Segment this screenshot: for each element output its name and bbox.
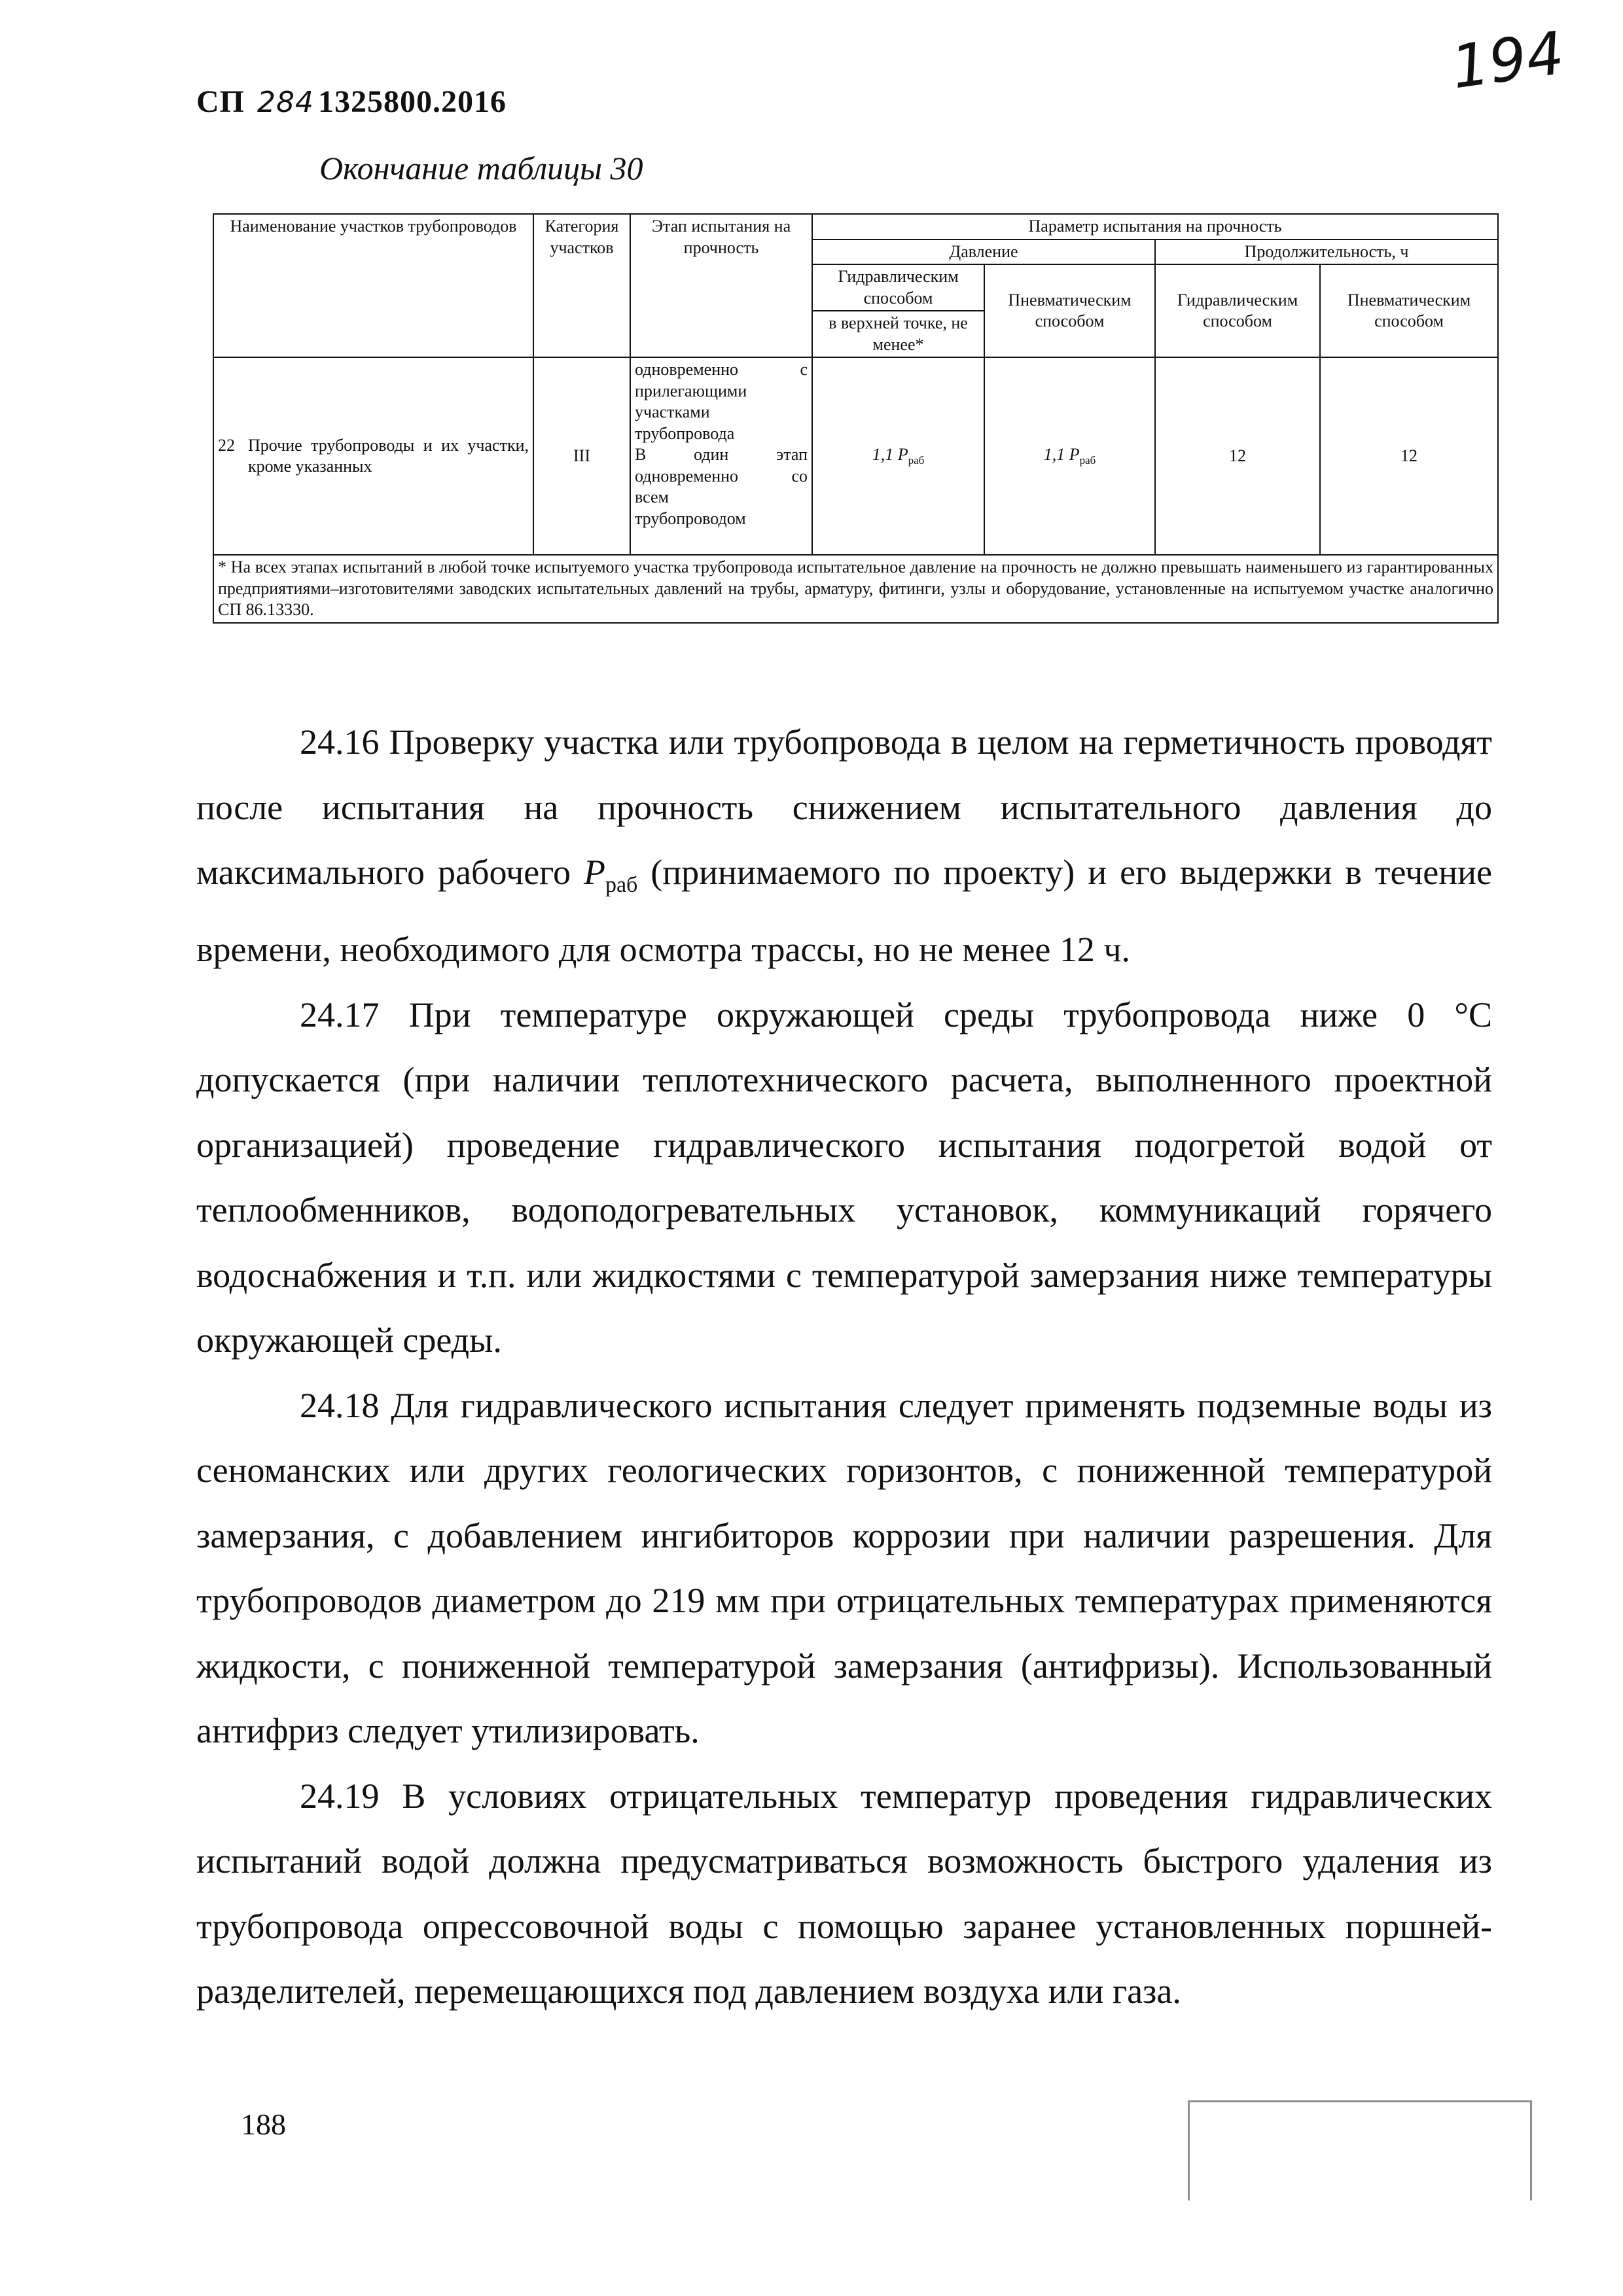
p-24-16-symbol: P xyxy=(583,853,605,892)
header-params-group: Параметр испытания на прочность xyxy=(812,214,1498,239)
header-duration-pneumatic: Пневматическим способом xyxy=(1320,264,1498,357)
stage-line: участками xyxy=(635,402,710,421)
row-stage xyxy=(630,357,812,555)
header-name: Наименование участков трубопроводов xyxy=(213,214,533,357)
header-duration-group: Продолжительность, ч xyxy=(1155,239,1498,265)
row-duration-hydraulic: 12 xyxy=(1155,357,1320,555)
pressure-pneumatic-value: 1,1 P xyxy=(1043,445,1080,465)
table-caption: Окончание таблицы 30 xyxy=(319,150,643,186)
paragraph-24-17: 24.17 При температуре окружающей среды трубопровода ниже 0 °С допускается (при наличии теплотехнического расчета, выполненного проектной организацией) проведение гидравлического испытания подогретой водой от теплообменников, водоподогревательных установок, коммуникаций горячего водоснабжения и т.п. или жидкостями с температурой замерзания ниже температуры окружающей среды. xyxy=(196,995,1492,1360)
stage-line: прилегающими xyxy=(635,381,747,400)
handwritten-page-mark: 194 xyxy=(1447,18,1569,103)
paragraph-24-19: 24.19 В условиях отрицательных температур проведения гидравлических испытаний водой должна предусматриваться возможность быстрого удаления из трубопровода опрессовочной воды с помощью заранее установленных поршней-разделителей, перемещающихся под давлением воздуха или газа. xyxy=(196,1776,1492,2011)
row-pressure-pneumatic xyxy=(984,357,1155,555)
handwritten-code: 284 xyxy=(257,86,314,119)
row-pressure-hydraulic xyxy=(812,357,984,555)
header-category: Категория участков xyxy=(533,214,630,357)
stage-line: В один этап xyxy=(635,445,808,464)
header-stage: Этап испытания на прочность xyxy=(630,214,812,357)
stage-line: трубопровода xyxy=(635,423,735,443)
row-name: Прочие трубопроводы и их участки, кроме указанных xyxy=(248,435,529,476)
faint-stamp xyxy=(1188,2100,1532,2200)
row-duration-pneumatic: 12 xyxy=(1320,357,1498,555)
body-text xyxy=(196,710,1492,2024)
document-code xyxy=(196,84,507,120)
pressure-pneumatic-sub: раб xyxy=(1079,454,1096,467)
header-pressure-hydraulic: Гидравлическим способом xyxy=(812,264,984,311)
p-24-16-after: (принимаемого по проекту) и его выдержки в течение времени, необходимого для осмотра трассы, но не менее 12 ч. xyxy=(196,853,1492,970)
paragraph-24-16 xyxy=(196,710,1492,983)
code-prefix: СП xyxy=(196,84,245,119)
row-name-cell xyxy=(213,357,533,555)
stage-line: трубопроводом xyxy=(635,508,746,528)
header-pressure-hydraulic-top: в верхней точке, не менее* xyxy=(812,311,984,357)
pressure-hydraulic-sub: раб xyxy=(908,454,925,467)
header-pressure-pneumatic: Пневматическим способом xyxy=(984,264,1155,357)
paragraph-24-18: 24.18 Для гидравлического испытания следует применять подземные воды из сеноманских или других геологических горизонтов, с пониженной температурой замерзания, с добавлением ингибиторов коррозии при наличии разрешения. Для трубопроводов диаметром до 219 мм при отрицательных температурах применяются жидкости, с пониженной температурой замерзания (антифризы). Использованный антифриз следует утилизировать. xyxy=(196,1385,1492,1751)
stage-line: одновременно с xyxy=(635,360,808,379)
stage-line: всем xyxy=(635,487,669,506)
p-24-16-symbol-sub: раб xyxy=(605,872,638,897)
pressure-hydraulic-value: 1,1 P xyxy=(872,445,908,465)
table-row xyxy=(213,357,1498,555)
header-pressure-group: Давление xyxy=(812,239,1155,265)
p-24-16-before: 24.16 Проверку участка или трубопровода в целом на герметичность проводят после испытания на прочность снижением испытательного давления до максимального рабочего xyxy=(196,722,1492,892)
row-number: 22 xyxy=(218,435,235,455)
test-parameters-table xyxy=(213,213,1499,624)
page-number: 188 xyxy=(241,2108,286,2141)
table-footnote: * На всех этапах испытаний в любой точке испытуемого участка трубопровода испытательное давление на прочность не должно превышать наименьшего из гарантированных предприятиями–изготовителями заводских испытательных давлений на трубы, арматуру, фитинги, узлы и оборудование, установленные на испытуемом участке аналогично СП 86.13330. xyxy=(213,555,1498,623)
header-duration-hydraulic: Гидравлическим способом xyxy=(1155,264,1320,357)
row-category: III xyxy=(533,357,630,555)
code-suffix: 1325800.2016 xyxy=(317,84,507,119)
stage-line: одновременно со xyxy=(635,466,808,486)
